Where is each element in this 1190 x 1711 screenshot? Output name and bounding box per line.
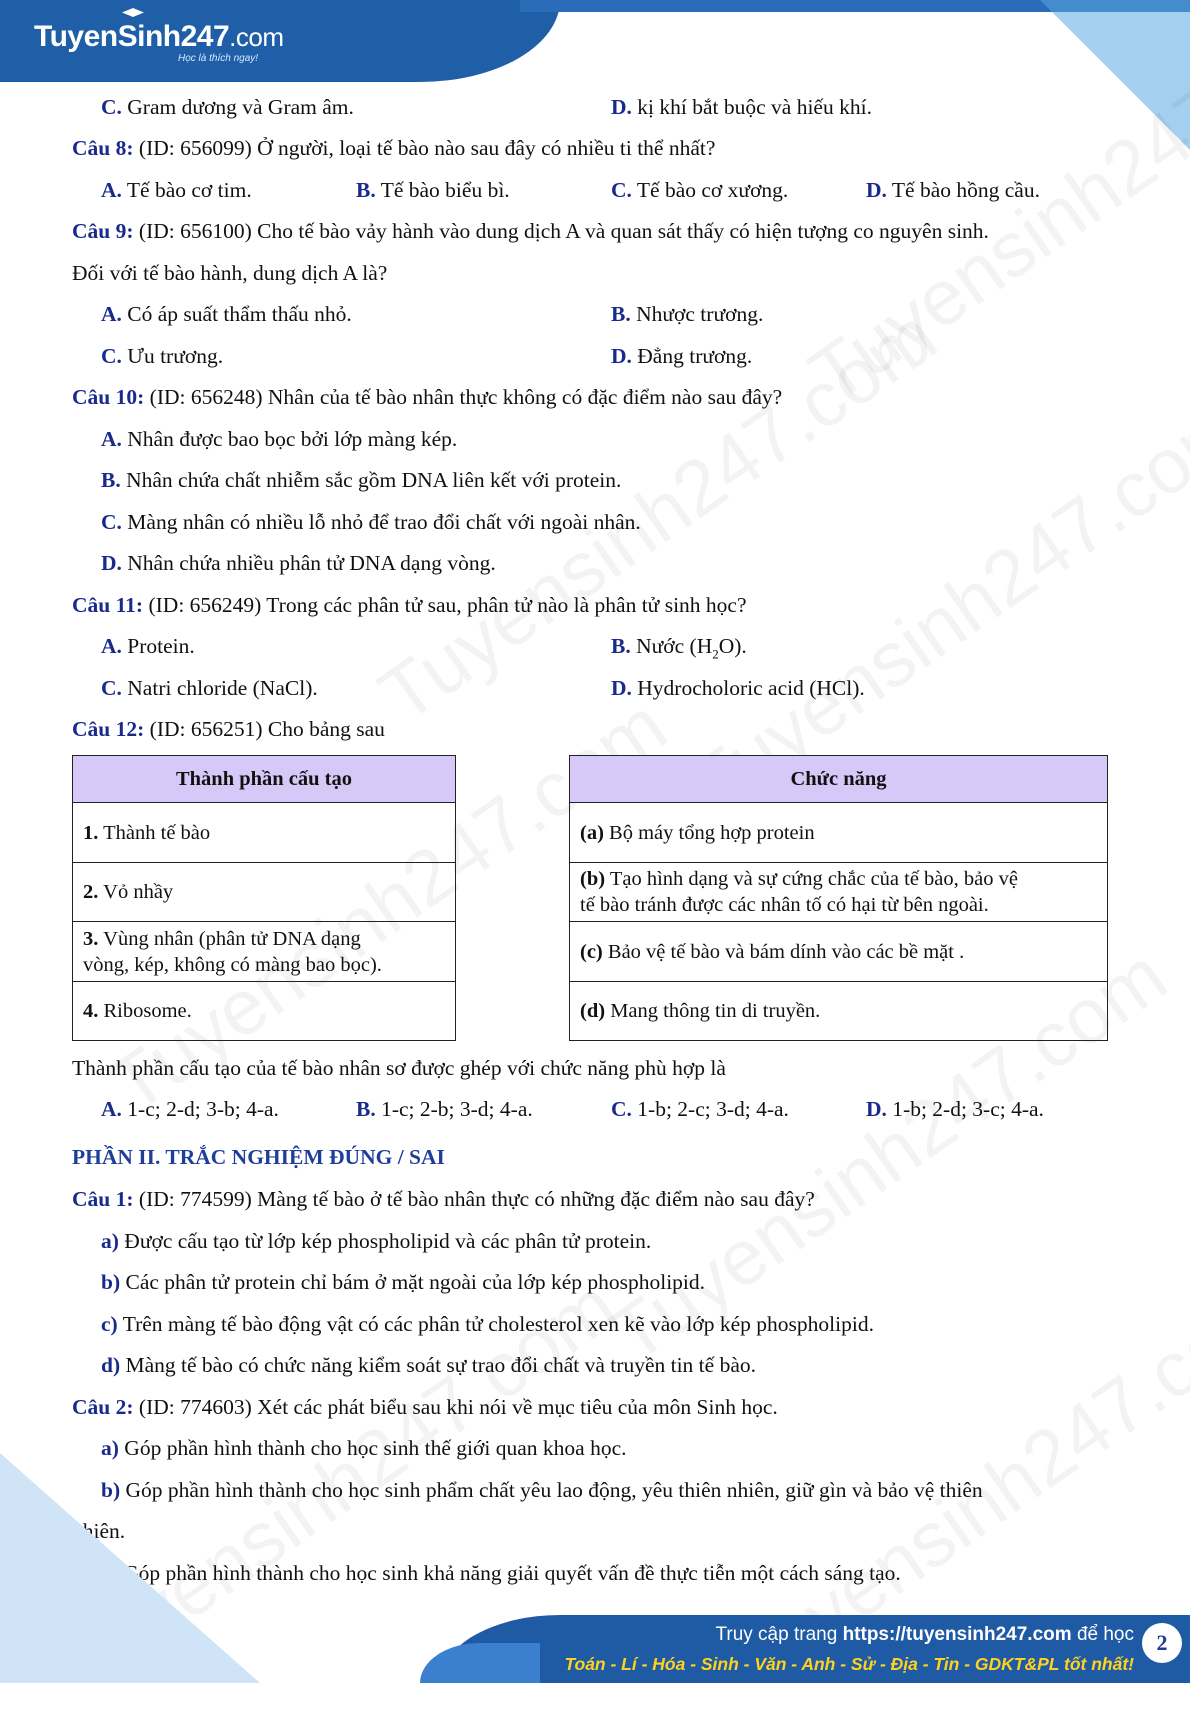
site-logo[interactable] (34, 20, 284, 54)
q9-option-b: B. Nhược trương. (611, 302, 764, 326)
question-8: Câu 8: (ID: 656099) Ở người, loại tế bào nào sau đây có nhiều ti thể nhất? (72, 136, 716, 160)
question-11: Câu 11: (ID: 656249) Trong các phân tử sau, phân tử nào là phân tử sinh học? (72, 593, 747, 617)
q10-option-c: C. Màng nhân có nhiều lỗ nhỏ để trao đổi chất với ngoài nhân. (101, 510, 641, 534)
table-row: 3. Vùng nhân (phân tử DNA dạng vòng, kép, không có màng bao bọc). (73, 922, 456, 982)
p2q1-item-d: d) Màng tế bào có chức năng kiểm soát sự trao đổi chất và truyền tin tế bào. (101, 1353, 756, 1377)
q12-option-c: C. 1-b; 2-c; 3-d; 4-a. (611, 1097, 789, 1121)
q9-option-c: C. Ưu trương. (101, 344, 224, 368)
table-header: Thành phần cấu tạo (73, 756, 456, 803)
q10-option-d: D. Nhân chứa nhiều phân tử DNA dạng vòng. (101, 551, 496, 575)
table-row: (d) Mang thông tin di truyền. (570, 982, 1108, 1041)
section-title: PHẦN II. TRẮC NGHIỆM ĐÚNG / SAI (72, 1145, 445, 1169)
table-functions (569, 755, 1108, 1041)
part2-question-1: Câu 1: (ID: 774599) Màng tế bào ở tế bào nhân thực có những đặc điểm nào sau đây? (72, 1187, 815, 1211)
q8-option-b: B. Tế bào biểu bì. (356, 178, 510, 202)
part2-question-2: Câu 2: (ID: 774603) Xét các phát biểu sau khi nói về mục tiêu của môn Sinh học. (72, 1395, 778, 1419)
q11-option-c: C. Natri chloride (NaCl). (101, 676, 318, 700)
q7-option-c: C. Gram dương và Gram âm. (101, 95, 354, 119)
question-9: Câu 9: (ID: 656100) Cho tế bào vảy hành vào dung dịch A và quan sát thấy có hiện tượng co nguyên sinh. (72, 219, 989, 243)
p2q1-item-c: c) Trên màng tế bào động vật có các phân tử cholesterol xen kẽ vào lớp kép phospholipid. (101, 1312, 874, 1336)
q8-option-c: C. Tế bào cơ xương. (611, 178, 789, 202)
question-12: Câu 12: (ID: 656251) Cho bảng sau (72, 717, 385, 741)
table-row: (c) Bảo vệ tế bào và bám dính vào các bề mặt . (570, 922, 1108, 982)
table-row: (a) Bộ máy tổng hợp protein (570, 803, 1108, 863)
footer-link[interactable]: Truy cập trang https://tuyensinh247.com để học (715, 1624, 1134, 1645)
table-header: Chức năng (570, 756, 1108, 803)
q12-option-d: D. 1-b; 2-d; 3-c; 4-a. (866, 1097, 1044, 1121)
footer-corner-decoration (0, 1453, 260, 1683)
p2q1-item-a: a) Được cấu tạo từ lớp kép phospholipid và các phân tử protein. (101, 1229, 652, 1253)
logo-main: TuyenSinh247 (34, 20, 230, 53)
p2q2-item-a: a) Góp phần hình thành cho học sinh thế giới quan khoa học. (101, 1436, 627, 1460)
page-header (0, 0, 1190, 90)
p2q1-item-b: b) Các phân tử protein chỉ bám ở mặt ngoài của lớp kép phospholipid. (101, 1270, 706, 1294)
q9-option-d: D. Đẳng trương. (611, 344, 753, 368)
q10-option-a: A. Nhân được bao bọc bởi lớp màng kép. (101, 427, 458, 451)
logo-domain: .com (229, 22, 284, 52)
q11-option-a: A. Protein. (101, 634, 195, 658)
table-components (72, 755, 456, 1041)
question-12-prompt: Thành phần cấu tạo của tế bào nhân sơ được ghép với chức năng phù hợp là (72, 1056, 726, 1080)
table-row: (b) Tạo hình dạng và sự cứng chắc của tế bào, bảo vệ tế bào tránh được các nhân tố có hại từ bên ngoài. (570, 863, 1108, 922)
table-row: 2. Vỏ nhầy (73, 863, 456, 922)
table-row: 1. Thành tế bào (73, 803, 456, 863)
q8-option-a: A. Tế bào cơ tim. (101, 178, 252, 202)
logo-tagline: Học là thích ngay! (178, 53, 259, 64)
table-row: 4. Ribosome. (73, 982, 456, 1041)
q9-option-a: A. Có áp suất thẩm thấu nhỏ. (101, 302, 352, 326)
q11-option-d: D. Hydrocholoric acid (HCl). (611, 676, 865, 700)
q11-option-b: B. Nước $(H_2O)$. (611, 634, 747, 662)
q8-option-d: D. Tế bào hồng cầu. (866, 178, 1040, 202)
header-corner-decoration (1040, 0, 1190, 150)
p2q2-item-c: c) Góp phần hình thành cho học sinh khả năng giải quyết vấn đề thực tiễn một cách sáng tạo. (101, 1561, 901, 1585)
q10-option-b: B. Nhân chứa chất nhiễm sắc gồm DNA liên kết với protein. (101, 468, 622, 492)
question-10: Câu 10: (ID: 656248) Nhân của tế bào nhân thực không có đặc điểm nào sau đây? (72, 385, 783, 409)
q12-option-b: B. 1-c; 2-b; 3-d; 4-a. (356, 1097, 533, 1121)
footer-subjects: Toán - Lí - Hóa - Sinh - Văn - Anh - Sử - Địa - Tin - GDKT&PL tốt nhất! (564, 1654, 1134, 1674)
p2q2-item-b: b) Góp phần hình thành cho học sinh phẩm chất yêu lao động, yêu thiên nhiên, giữ gìn và bảo vệ thiên (101, 1478, 983, 1502)
page-footer (0, 1583, 1190, 1683)
p2q2-item-b-cont: nhiên. (72, 1519, 126, 1543)
footer-band-accent (420, 1643, 540, 1683)
page-number: 2 (1142, 1623, 1182, 1663)
question-9-line2: Đối với tế bào hành, dung dịch A là? (72, 261, 388, 285)
q7-option-d: D. kị khí bắt buộc và hiếu khí. (611, 95, 872, 119)
q12-option-a: A. 1-c; 2-d; 3-b; 4-a. (101, 1097, 279, 1121)
